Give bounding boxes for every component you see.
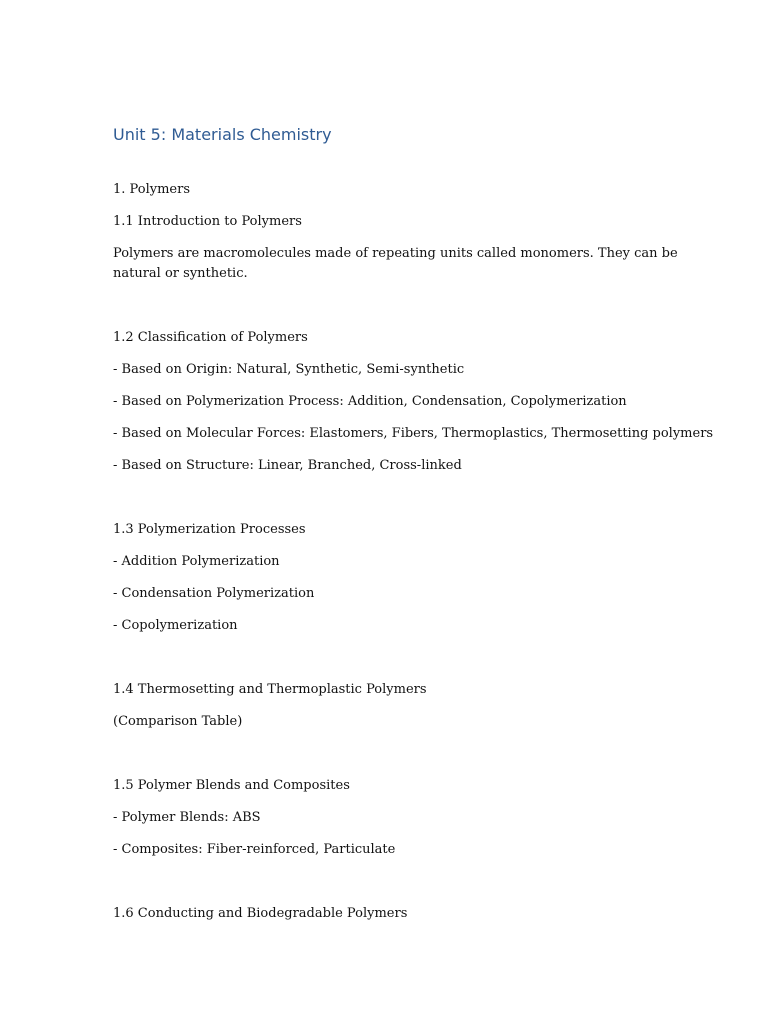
list-item: - Based on Structure: Linear, Branched, Cross-linked [113, 458, 462, 473]
list-item: - Polymer Blends: ABS [113, 810, 261, 825]
subsection-heading-1-1: 1.1 Introduction to Polymers [113, 214, 302, 229]
list-item: - Condensation Polymerization [113, 586, 315, 601]
intro-paragraph-line-1: Polymers are macromolecules made of repeating units called monomers. They can be [113, 246, 678, 261]
intro-paragraph-line-2: natural or synthetic. [113, 266, 248, 281]
list-item: - Copolymerization [113, 618, 238, 633]
subsection-heading-1-4: 1.4 Thermosetting and Thermoplastic Polymers [113, 682, 427, 697]
list-item: - Based on Polymerization Process: Addition, Condensation, Copolymerization [113, 394, 627, 409]
subsection-heading-1-3: 1.3 Polymerization Processes [113, 522, 306, 537]
list-item: - Addition Polymerization [113, 554, 280, 569]
subsection-heading-1-2: 1.2 Classification of Polymers [113, 330, 308, 345]
document-title: Unit 5: Materials Chemistry [113, 125, 332, 144]
list-item: - Composites: Fiber-reinforced, Particulate [113, 842, 396, 857]
section-heading-polymers: 1. Polymers [113, 182, 190, 197]
subsection-heading-1-6: 1.6 Conducting and Biodegradable Polymers [113, 906, 408, 921]
subsection-heading-1-5: 1.5 Polymer Blends and Composites [113, 778, 350, 793]
list-item: - Based on Molecular Forces: Elastomers, Fibers, Thermoplastics, Thermosetting polymers [113, 426, 714, 441]
list-item: - Based on Origin: Natural, Synthetic, Semi-synthetic [113, 362, 465, 377]
comparison-table-note: (Comparison Table) [113, 714, 243, 729]
